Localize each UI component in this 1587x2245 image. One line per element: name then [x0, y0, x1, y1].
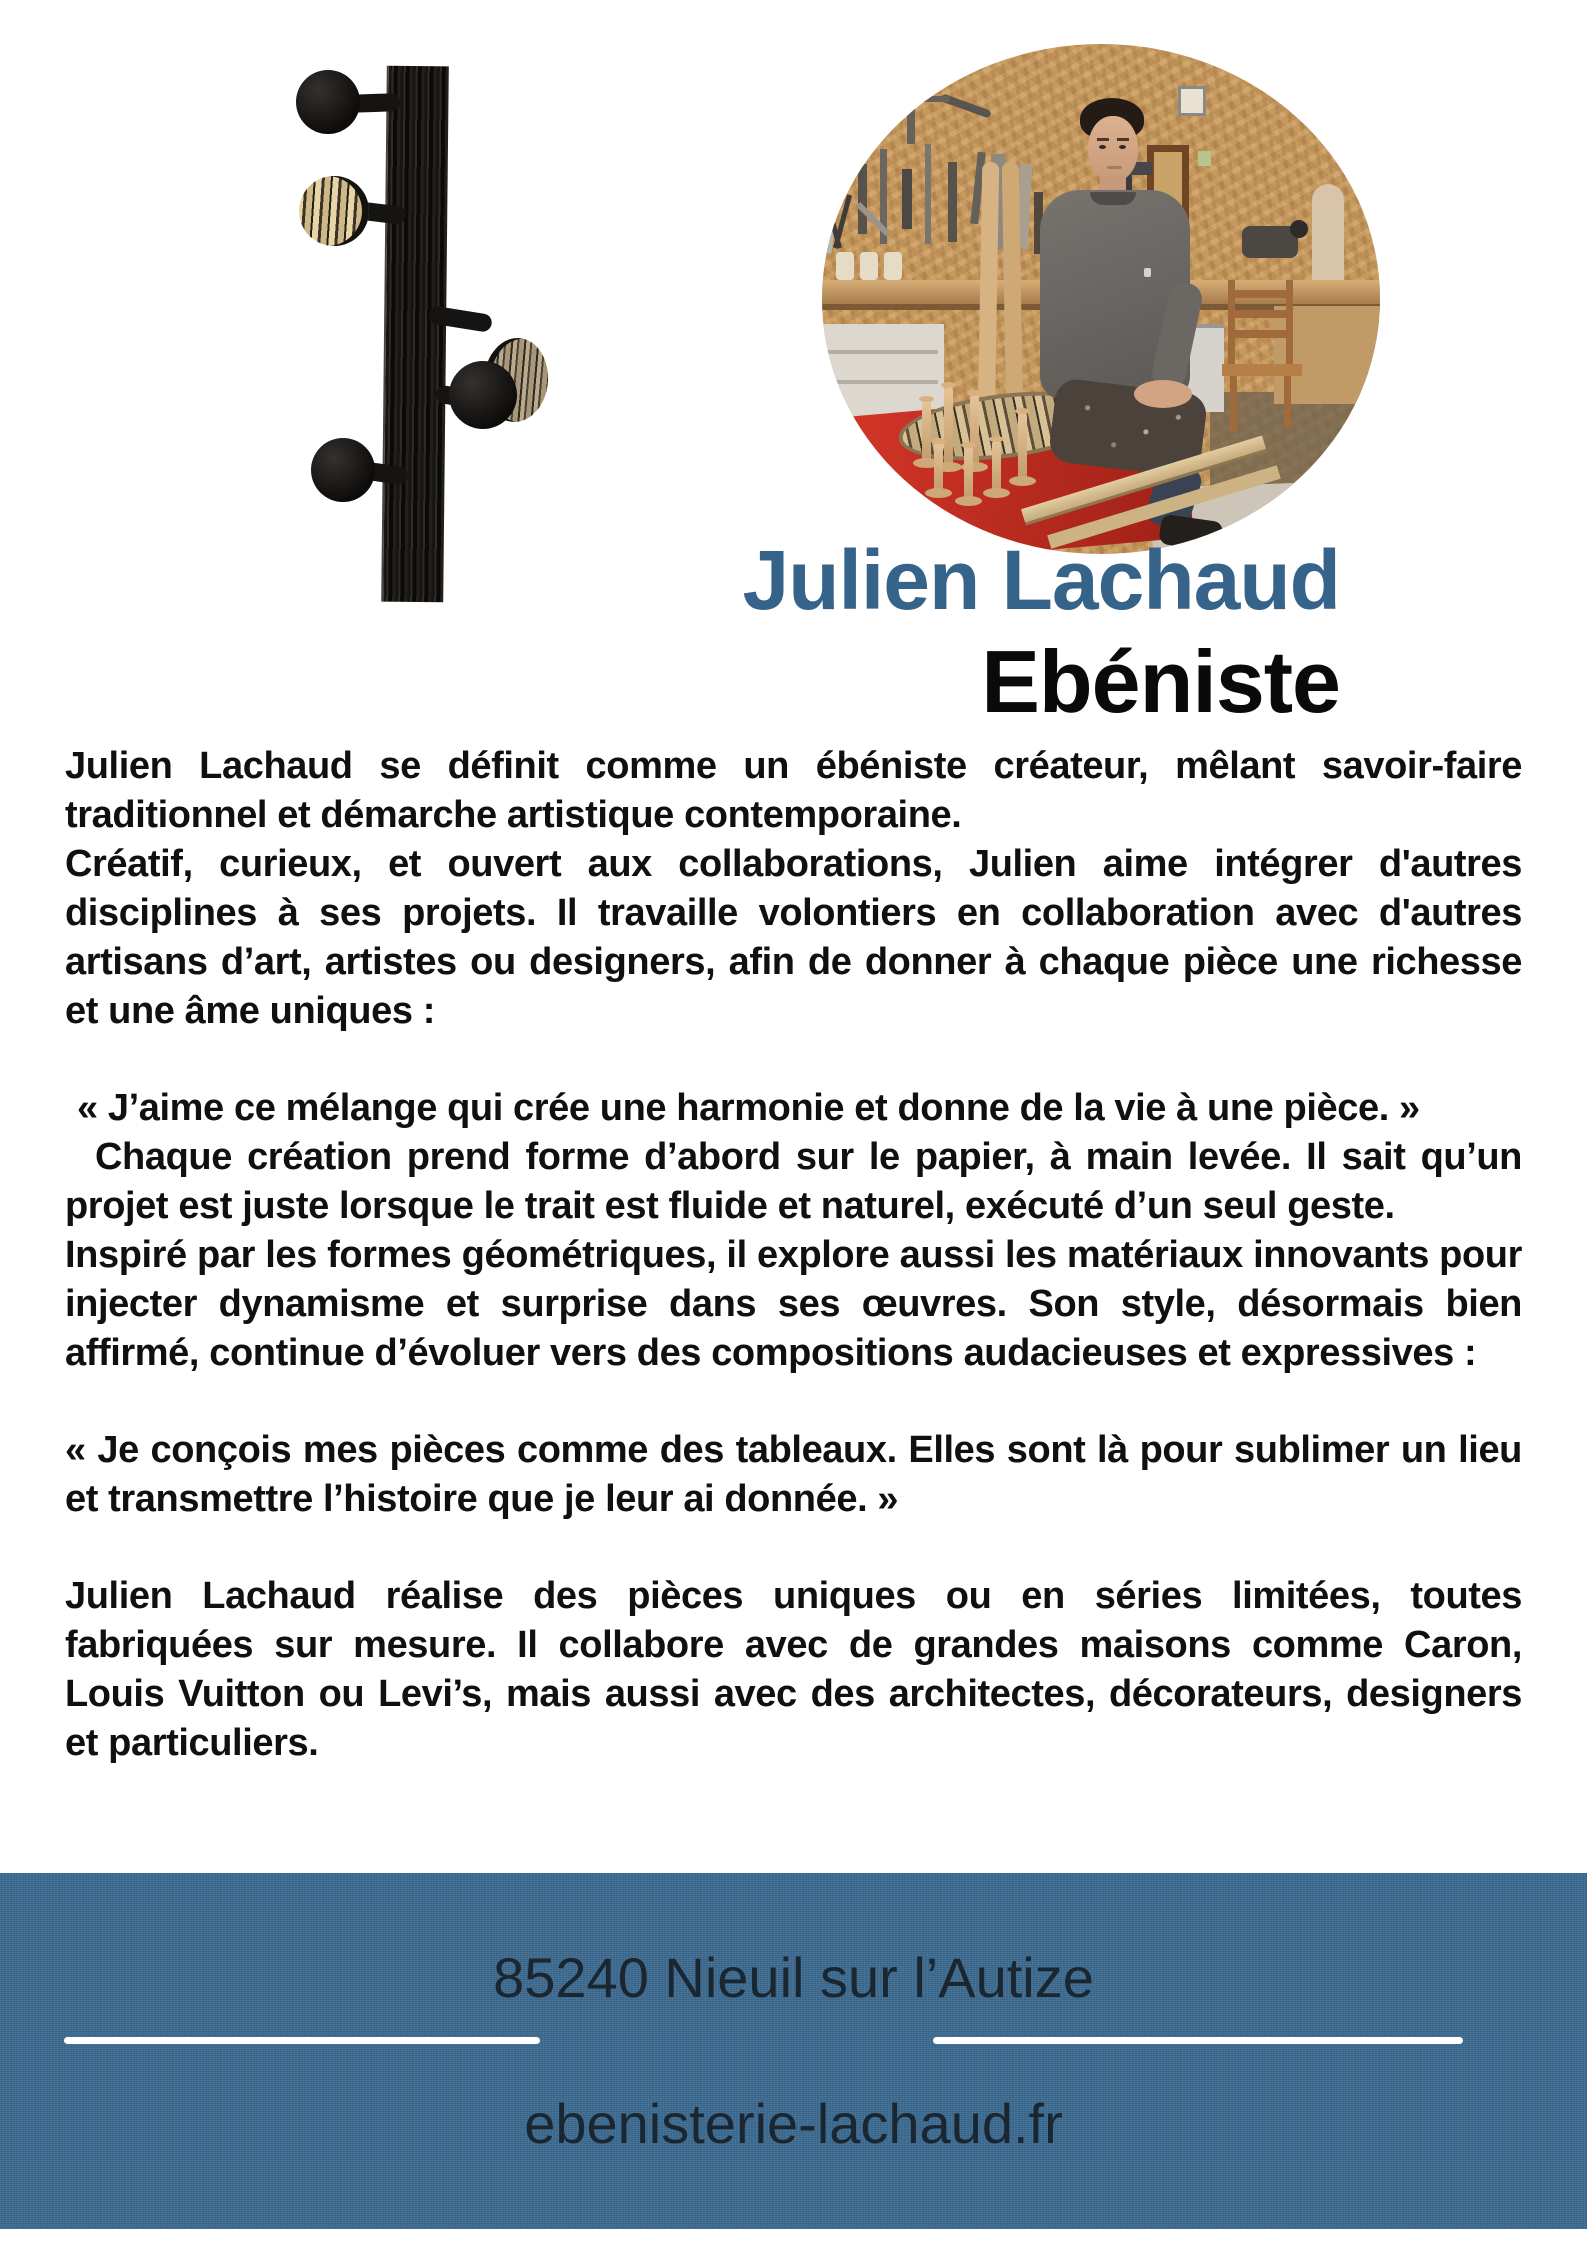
wall-clamp	[920, 96, 950, 102]
turned-wood-piece	[944, 386, 953, 468]
wooden-chair	[1228, 280, 1308, 432]
quote-paragraph: « J’aime ce mélange qui crée une harmonie et donne de la vie à une pièce. »	[77, 1087, 1420, 1129]
jar	[836, 252, 854, 280]
man-neck	[1100, 176, 1126, 190]
quote-paragraph: « Je conçois mes pièces comme des tableaux. Elles sont là pour sublimer un lieu et transmettre l’histoire que je leur ai donnée. »	[65, 1429, 1522, 1520]
paragraph: Julien Lachaud réalise des pièces uniques ou en séries limitées, toutes fabriquées sur mesure. Il collabore avec de grandes maisons comme Caron, Louis Vuitton ou Levi’s, mais aussi avec des architectes, décorateurs, designers et particuliers.	[65, 1575, 1522, 1764]
artisan-profession: Ebéniste	[981, 632, 1340, 731]
man-eyes	[1099, 145, 1106, 149]
grinder-wheel	[1290, 220, 1308, 238]
paragraph: Chaque création prend forme d’abord sur le papier, à main levée. Il sait qu’un projet est juste lorsque le trait est fluide et naturel, exécuté d’un seul geste.	[65, 1136, 1522, 1227]
hook-disc-black	[449, 361, 517, 429]
footer-band	[0, 1873, 1587, 2229]
paragraph-block	[65, 1426, 1522, 1524]
paragraph-block	[65, 1084, 1522, 1378]
wall-tool	[902, 169, 912, 229]
man-mouth	[1107, 166, 1122, 169]
about-text	[65, 742, 1522, 1816]
turned-wood-piece	[934, 442, 943, 494]
turned-wood-piece	[964, 446, 973, 502]
wall-card	[1198, 151, 1211, 166]
artisan-name: Julien Lachaud	[742, 533, 1340, 627]
portrait-photo	[822, 44, 1380, 554]
hook-disc-black	[311, 438, 375, 502]
turned-wood-piece	[1018, 412, 1027, 482]
jar	[884, 252, 902, 280]
divider-line-right	[933, 2037, 1463, 2044]
wall-tool	[948, 162, 957, 242]
wall-tile	[1178, 86, 1206, 116]
sweater-logo	[1144, 268, 1151, 277]
coat-rack-pole	[381, 66, 449, 603]
man-face	[1088, 116, 1138, 182]
sweater-collar	[1090, 192, 1136, 205]
wood-post	[978, 162, 1000, 422]
paragraph-block	[65, 1572, 1522, 1768]
jar	[860, 252, 878, 280]
man-hands	[1134, 380, 1192, 408]
turned-wood-piece	[922, 400, 931, 464]
coat-rack-image	[288, 58, 560, 608]
paragraph: Inspiré par les formes géométriques, il explore aussi les matériaux innovants pour injecter dynamisme et surprise dans ses œuvres. Son style, désormais bien affirmé, continue d’évoluer vers des compositions audacieuses et expressives :	[65, 1234, 1522, 1374]
wall-clamp	[907, 99, 915, 144]
hook-disc-wood	[299, 176, 369, 246]
wall-tool	[858, 164, 867, 234]
divider-line-left	[64, 2037, 540, 2044]
paragraph: Julien Lachaud se définit comme un ébéniste créateur, mêlant savoir-faire traditionnel et démarche artistique contemporaine.	[65, 745, 1522, 836]
footer-website: ebenisterie-lachaud.fr	[524, 2092, 1063, 2155]
hook-disc-black	[296, 70, 360, 134]
man-brows	[1097, 138, 1109, 141]
footer-address: 85240 Nieuil sur l’Autize	[493, 1946, 1094, 2009]
turned-wood-piece	[992, 440, 1001, 494]
paragraph-block	[65, 742, 1522, 1036]
wall-tool	[925, 144, 931, 244]
paragraph: Créatif, curieux, et ouvert aux collaborations, Julien aime intégrer d'autres disciplines à ses projets. Il travaille volontiers en collaboration avec d'autres artisans d’art, artistes ou designers, afin de donner à chaque pièce une richesse et une âme uniques :	[65, 843, 1522, 1032]
